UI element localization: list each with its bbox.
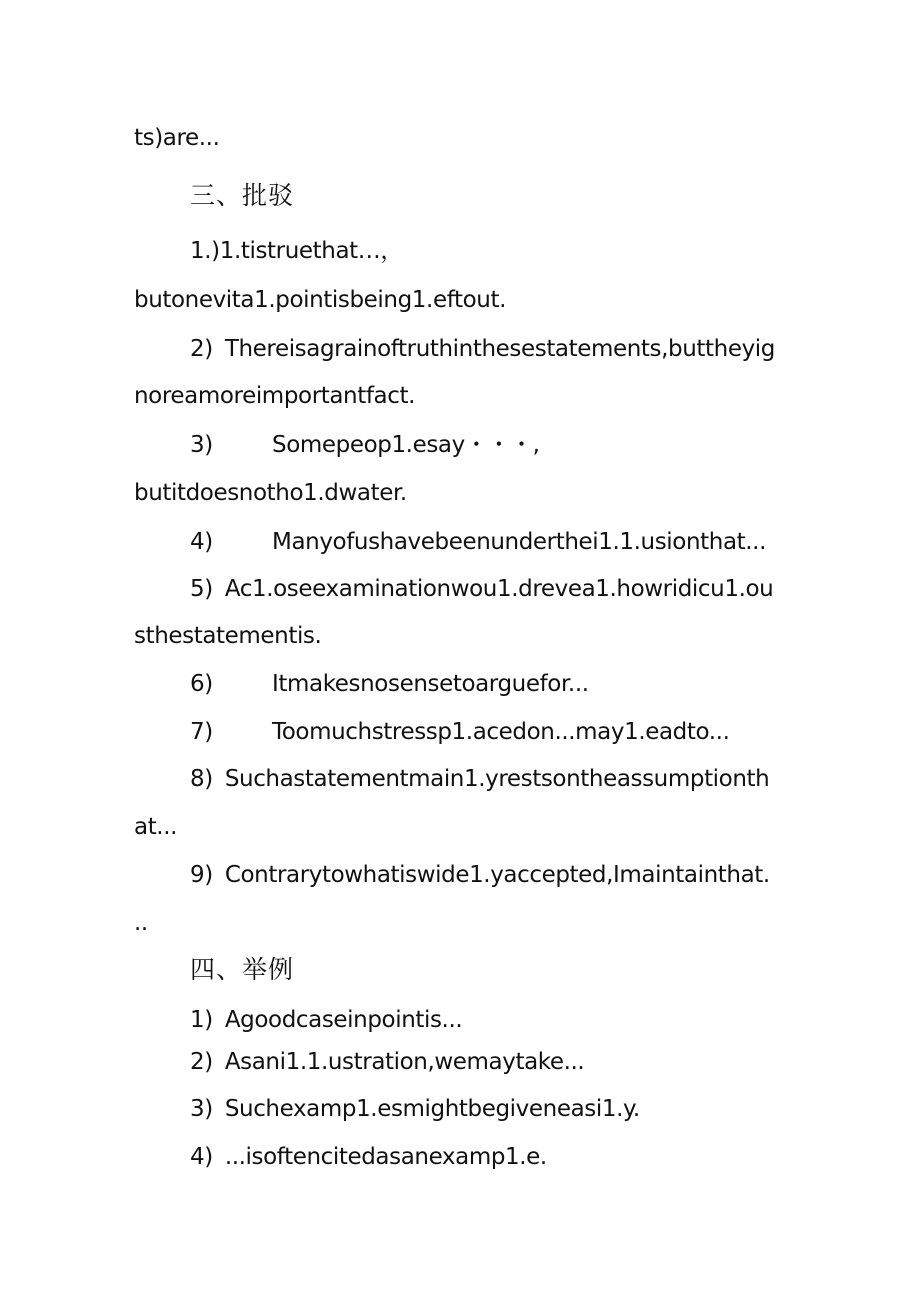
item-text: Itmakesnosensetoarguefor... [272, 671, 589, 697]
item-number: 7) [190, 719, 213, 745]
rebuttal-item-2 [190, 334, 775, 364]
rebuttal-item-5-continued: sthestatementis. [134, 623, 322, 649]
rebuttal-item-9-continued: .. [134, 910, 148, 936]
item-number: 8) [190, 766, 213, 792]
item-text: 1.tistruethat…， [219, 238, 403, 264]
section-heading-examples: 四、举例 [190, 955, 295, 984]
rebuttal-item-8 [190, 764, 769, 794]
item-text: Suchastatementmain1.yrestsontheassumptionth [224, 766, 770, 792]
rebuttal-item-4 [190, 527, 766, 557]
item-number: 1.) [190, 238, 220, 264]
item-number: 1) [190, 1007, 213, 1033]
item-text: Manyofushavebeenunderthei1.1.usionthat... [272, 529, 766, 555]
rebuttal-item-1-continued: butonevita1.pointisbeing1.eftout. [134, 287, 506, 313]
item-text: Toomuchstressp1.acedon...may1.eadto... [272, 719, 730, 745]
item-text: Somepeop1.esay・・・, [272, 432, 540, 458]
rebuttal-item-2-continued: noreamoreimportantfact. [134, 383, 416, 409]
item-number: 4) [190, 529, 213, 555]
continued-line: ts)are... [134, 125, 220, 151]
rebuttal-item-6 [190, 669, 589, 699]
item-number: 2) [190, 1049, 213, 1075]
section-heading-rebuttal: 三、批驳 [190, 181, 295, 210]
item-text: Contrarytowhatiswide1.yaccepted,Imaintainthat. [224, 862, 770, 888]
item-text: Agoodcaseinpointis... [224, 1007, 463, 1033]
item-number: 4) [190, 1144, 213, 1170]
example-item-3 [190, 1094, 640, 1124]
item-number: 3) [190, 432, 213, 458]
example-item-1 [190, 1005, 462, 1035]
rebuttal-item-5 [190, 574, 773, 604]
item-text: Thereisagrainoftruthinthesestatements,buttheyig [224, 336, 775, 362]
example-item-4 [190, 1142, 547, 1172]
rebuttal-item-7 [190, 717, 730, 747]
item-text: ...isoftencitedasanexamp1.e. [224, 1144, 547, 1170]
rebuttal-item-8-continued: at... [134, 814, 178, 840]
item-text: Ac1.oseexaminationwou1.drevea1.howridicu1.ou [224, 576, 774, 602]
rebuttal-item-9 [190, 860, 770, 890]
example-item-2 [190, 1047, 584, 1077]
item-text: Suchexamp1.esmightbegiveneasi1.y. [224, 1096, 640, 1122]
rebuttal-item-3 [190, 430, 540, 460]
rebuttal-item-1 [190, 236, 403, 266]
rebuttal-item-3-continued: butitdoesnotho1.dwater. [134, 480, 407, 506]
item-number: 5) [190, 576, 213, 602]
item-number: 2) [190, 336, 213, 362]
item-number: 3) [190, 1096, 213, 1122]
item-number: 9) [190, 862, 213, 888]
item-text: Asani1.1.ustration,wemaytake... [224, 1049, 585, 1075]
item-number: 6) [190, 671, 213, 697]
